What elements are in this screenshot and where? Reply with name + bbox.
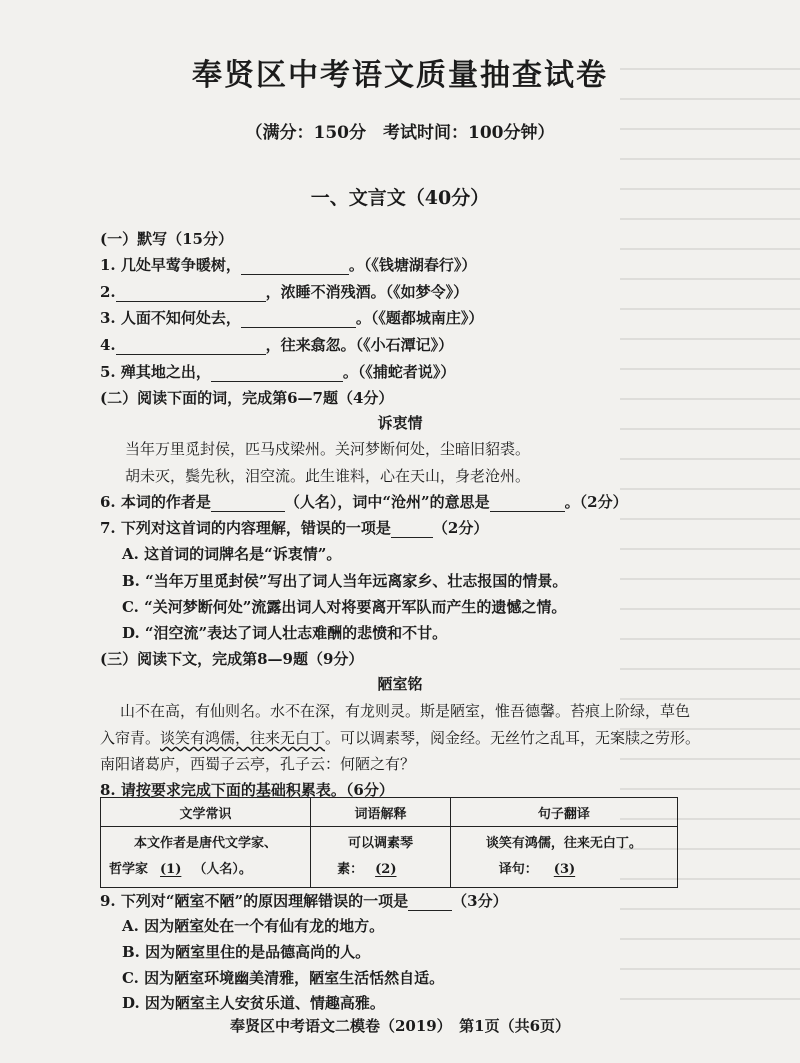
q7-blank[interactable] — [391, 521, 433, 538]
q7-score: （2分） — [432, 519, 489, 537]
q4-source: ，往来翕忽。（《小石潭记》） — [265, 336, 454, 354]
q9-option-b[interactable]: B. 因为陋室里住的是品德高尚的人。 — [122, 943, 371, 961]
q5-blank[interactable] — [211, 365, 343, 382]
q2-text: 2. — [100, 283, 116, 301]
question-5 — [100, 361, 455, 382]
cell1-label: 哲学家 — [109, 862, 149, 877]
q6-blank-author[interactable] — [211, 495, 285, 512]
text-para-3: 南阳诸葛庐，西蜀子云亭，孔子云：何陋之有？ — [100, 755, 416, 773]
q7-option-c[interactable]: C. “关河梦断何处”流露出词人对将要离开军队而产生的遗憾之情。 — [122, 598, 567, 616]
text-title: 陋室铭 — [377, 675, 423, 693]
q1-text: 1. 几处早莺争暖树， — [100, 256, 241, 274]
part2-header: (二）阅读下面的词，完成第6—7题（4分） — [100, 389, 394, 407]
q9-option-d[interactable]: D. 因为陋室主人安贫乐道、情趣高雅。 — [122, 994, 385, 1012]
q1-source: 。（《钱塘湖春行》） — [348, 256, 477, 274]
part1-header: (一）默写（15分） — [100, 230, 233, 248]
question-6 — [100, 491, 628, 512]
cell2-line1: 可以调素琴 — [347, 836, 413, 851]
table-cell-translation — [450, 827, 677, 888]
text-underlined-sentence: 谈笑有鸿儒，往来无白丁 — [160, 729, 326, 747]
q9-option-c[interactable]: C. 因为陋室环境幽美清雅，陋室生活恬然自适。 — [122, 969, 445, 987]
q3-blank[interactable] — [241, 311, 356, 328]
q9-score: （3分） — [452, 892, 508, 910]
question-7 — [100, 517, 488, 538]
cell1-suffix: （人名）。 — [193, 862, 252, 877]
q6-score: 。（2分） — [564, 493, 628, 511]
table-header-translation: 句子翻译 — [450, 798, 677, 827]
q5-text: 5. 殚其地之出， — [100, 363, 211, 381]
table-cell-words — [311, 827, 451, 888]
blank-1[interactable]: (1) — [160, 862, 182, 877]
cell1-line1: 本文作者是唐代文学家、 — [134, 836, 278, 851]
q5-source: 。（《捕蛇者说》） — [342, 363, 456, 381]
poem-title: 诉衷情 — [377, 414, 423, 432]
question-2 — [100, 281, 468, 302]
poem-line-1: 当年万里觅封侯，匹马戍梁州。关河梦断何处，尘暗旧貂裘。 — [125, 440, 531, 458]
q7-text: 7. 下列对这首词的内容理解，错误的一项是 — [100, 519, 391, 537]
question-4 — [100, 334, 453, 355]
blank-3[interactable]: (3) — [553, 862, 576, 877]
q1-blank[interactable] — [241, 258, 349, 275]
exam-subtitle: （满分：150分 考试时间：100分钟） — [245, 123, 555, 143]
question-1 — [100, 254, 476, 275]
blank-2[interactable]: (2) — [375, 862, 397, 877]
text-para-1: 山不在高，有仙则名。水不在深，有龙则灵。斯是陋室，惟吾德馨。苔痕上阶绿，草色 — [120, 702, 691, 720]
cell3-line1: 谈笑有鸿儒，往来无白丁。 — [485, 836, 642, 851]
question-8: 8. 请按要求完成下面的基础积累表。（6分） — [100, 781, 394, 799]
text-para-2-start: 入帘青。 — [100, 729, 161, 747]
q9-blank[interactable] — [408, 894, 452, 911]
q9-option-a[interactable]: A. 因为陋室处在一个有仙有龙的地方。 — [122, 917, 385, 935]
text-para-2 — [100, 727, 700, 748]
q7-option-d[interactable]: D. “泪空流”表达了词人壮志难酬的悲愤和不甘。 — [122, 624, 448, 642]
knowledge-table — [100, 797, 678, 888]
text-para-2-end: 。可以调素琴，阅金经。无丝竹之乱耳，无案牍之劳形。 — [325, 729, 701, 747]
section-title: 一、文言文（40分） — [310, 187, 490, 209]
cell2-label: 素： — [337, 862, 364, 877]
poem-line-2: 胡未灭，鬓先秋，泪空流。此生谁料，心在天山，身老沧州。 — [125, 467, 531, 485]
q3-source: 。（《题都城南庄》） — [355, 309, 484, 327]
q6-text-2: （人名），词中“沧州”的意思是 — [284, 493, 490, 511]
q3-text: 3. 人面不知何处去， — [100, 309, 241, 327]
part3-header: (三）阅读下文，完成第8—9题（9分） — [100, 650, 364, 668]
table-header-words: 词语解释 — [311, 798, 451, 827]
q9-text: 9. 下列对“陋室不陋”的原因理解错误的一项是 — [100, 892, 409, 910]
question-9 — [100, 890, 508, 911]
exam-title: 奉贤区中考语文质量抽查试卷 — [192, 58, 608, 93]
q4-text: 4. — [100, 336, 116, 354]
q4-blank[interactable] — [116, 338, 266, 355]
table-cell-literature — [101, 827, 311, 888]
q2-source: ，浓睡不消残酒。（《如梦令》） — [265, 283, 469, 301]
cell3-label: 译句： — [498, 862, 538, 877]
page-footer: 奉贤区中考语文二模卷（2019） 第1页（共6页） — [229, 1017, 571, 1035]
q6-blank-meaning[interactable] — [490, 495, 565, 512]
q7-option-a[interactable]: A. 这首词的词牌名是“诉衷情”。 — [122, 545, 342, 563]
q6-text: 6. 本词的作者是 — [100, 493, 211, 511]
table-header-literature: 文学常识 — [101, 798, 311, 827]
question-3 — [100, 307, 483, 328]
q2-blank[interactable] — [116, 285, 266, 302]
q7-option-b[interactable]: B. “当年万里觅封侯”写出了词人当年远离家乡、壮志报国的情景。 — [122, 572, 568, 590]
